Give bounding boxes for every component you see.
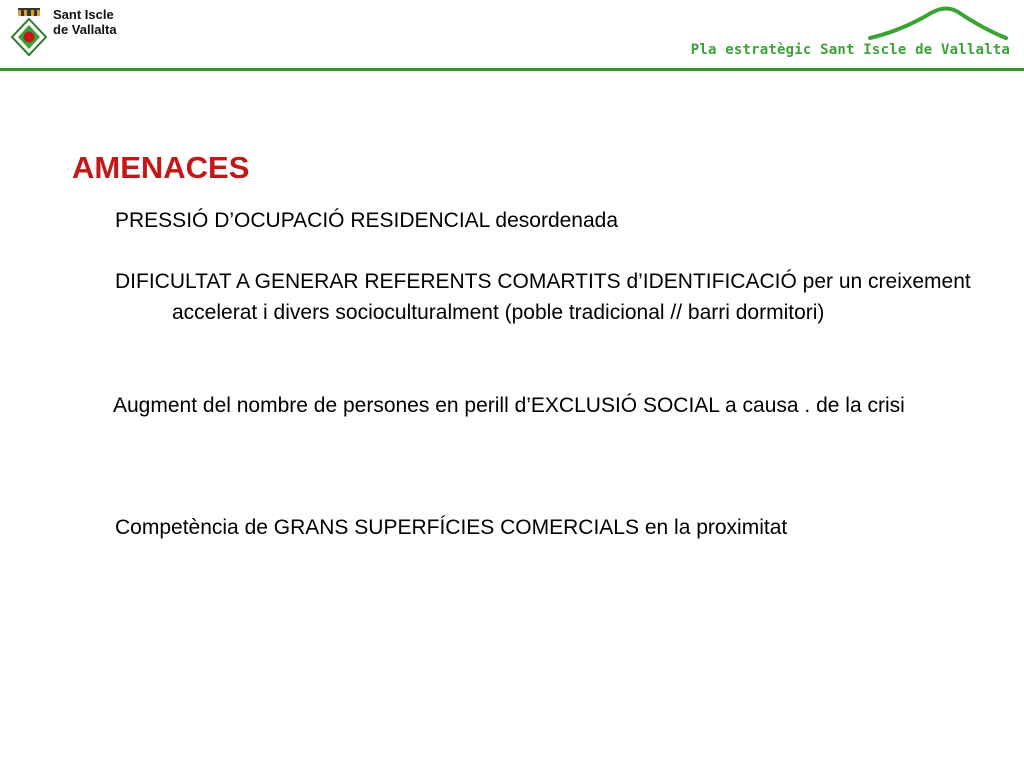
threat-item-2: DIFICULTAT A GENERAR REFERENTS COMARTITS d’IDENTIFICACIÓ per un creixement accelerat i divers socioculturalment (poble tradicional // barri dormitori) [115, 270, 971, 324]
threat-item-3: Augment del nombre de persones en perill d’EXCLUSIÓ SOCIAL a causa . de la crisi [113, 394, 905, 417]
municipal-coat-of-arms-icon [10, 4, 48, 60]
threat-item-1: PRESSIÓ D’OCUPACIÓ RESIDENCIAL desordenada [115, 209, 619, 232]
logo-line-2: de Vallalta [53, 22, 117, 37]
plan-title: Pla estratègic Sant Iscle de Vallalta [690, 42, 1010, 58]
section-heading: AMENACES [72, 150, 250, 185]
header-divider [0, 68, 1024, 71]
slide-header [0, 0, 1024, 72]
logo-line-1: Sant Iscle [53, 7, 114, 22]
hills-logo-icon [868, 4, 1008, 40]
threat-item-4: Competència de GRANS SUPERFÍCIES COMERCIALS en la proximitat [115, 516, 788, 539]
municipality-logo-text [53, 7, 117, 37]
